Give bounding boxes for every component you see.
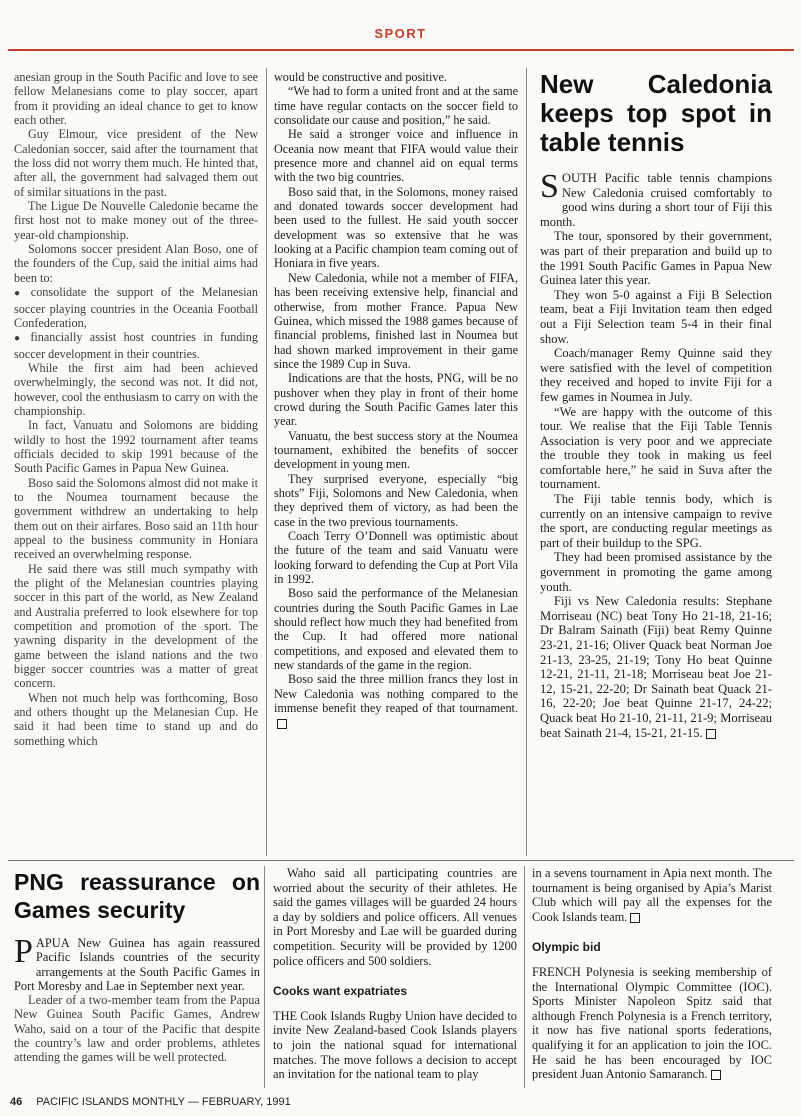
headline-png-security: PNG reassurance on Games security [14,869,260,923]
paragraph: When not much help was forthcoming, Boso and others thought up the Melanesian Cup. He said it had been time to stand up and do something which [14,690,258,748]
lead-text: New Guinea has again reassured Pacific Islands countries of the security arrangements at the South Pacific Games in Port Moresby and Lae in September next year. [14,936,260,993]
drop-cap: S [540,168,559,205]
bullet-item [14,330,258,361]
paragraph: Waho said all participating countries are worried about the security of their athletes. He said the games villages will be guarded 24 hours a day by soldiers and police officers. All venues in Port Moresby and Lae will be guarded during competition. Security will be provided by 1200 police officers and 500 soldiers. [273,866,517,968]
lead-caps: OUTH [561,171,597,185]
column-divider [266,68,267,856]
cooks-article [273,866,517,1082]
top-rule [8,49,794,51]
headline-table-tennis: New Caledonia keeps top spot in table tennis [540,69,772,157]
paragraph: Solomons soccer president Alan Boso, one of the founders of the Cup, said the initial aims had been to: [14,242,258,285]
soccer-article-col2 [274,70,518,730]
end-mark-icon [277,719,287,729]
bullet-text: financially assist host countries in funding soccer development in their countries. [14,330,258,361]
paragraph: The Fiji table tennis body, which is currently on an intensive campaign to revive the sport, are conducting regular meetings as part of their buildup to the SPG. [540,492,772,550]
paragraph: Indications are that the hosts, PNG, will be no pushover when they play in front of their home crowd during the South Pacific Games later this year. [274,371,518,429]
paragraph: “We are happy with the outcome of this tour. We realise that the Fiji Table Tennis Association is very poor and we appreciate the trouble they took in making us feel comfortable here,” he said in Suva after the tournament. [540,404,772,492]
table-tennis-article [540,70,772,740]
paragraph [532,965,772,1082]
paragraph: Leader of a two-member team from the Papua New Guinea South Pacific Games, Andrew Waho, said on a tour of the Pacific that despite the country’s law and order problems, athletes attending the games will be well protected. [14,993,260,1065]
paragraph-text: Boso said the three million francs they lost in New Caledonia was nothing compared to the immense benefit they reaped of that tournament. [274,672,518,716]
page-number: 46 [10,1096,23,1108]
paragraph [532,866,772,924]
paragraph: Coach/manager Remy Quinne said they were satisfied with the level of competition they received and hoped to invite Fiji for a few games in Noumea in July. [540,346,772,404]
paragraph: The Ligue De Nouvelle Caledonie became the first host not to make money out of the three-year-old championship. [14,199,258,242]
paragraph-text: in a sevens tournament in Apia next month. The tournament is being organised by Apia’s Marist Club which will pay all the expenses for the Cook Islands team. [532,866,772,924]
publication-line: PACIFIC ISLANDS MONTHLY — FEBRUARY, 1991 [36,1096,291,1108]
paragraph: Boso said that, in the Solomons, money raised and donated towards soccer development had been used to the fullest. He said youth soccer development was so extensive that he was looking at a Pacific champion team coming out of Honiara in five years. [274,184,518,271]
paragraph [274,672,518,729]
end-mark-icon [706,729,716,739]
results-text: Fiji vs New Caledonia results: Stephane Morriseau (NC) beat Tony Ho 21-18, 21-16; Dr Balram Sainath (Fiji) beat Remy Quinne 23-21, 21-16; Oliver Quack beat Norman Joe 21-13, 23-25, 21-19; Tony Ho beat Quinne 12-21, 21-11, 21-18; Morriseau beat Joe 21-12, 15-21, 22-20; Dr Sainath beat Quack 21-16, 22-20; Joe beat Quinne 21-17, 24-22; Quack beat Ho 21-10, 21-11, 21-9; Morriseau beat Sainath 21-4, 15-21, 21-15. [540,594,772,740]
paragraph: Boso said the Solomons almost did not make it to the Noumea tournament because the government withdrew an undertaking to help them out on their airfares. Boso said an 11th hour appeal to the business community in Honiara received an overwhelming response. [14,475,258,562]
paragraph: They won 5-0 against a Fiji B Selection team, beat a Fiji Invitation team then edged out a Fiji Selection team 5-4 in their final show. [540,287,772,346]
bullet-icon [14,330,30,344]
end-mark-icon [711,1070,721,1080]
paragraph: Vanuatu, the best success story at the Noumea tournament, exhibited the benefits of soccer development in young men. [274,428,518,472]
paragraph: would be constructive and positive. [274,70,447,84]
paragraph: He said there was still much sympathy with the plight of the Melanesian countries playing soccer in this part of the world, as New Zealand and Australia preferred to look elsewhere for top competition and promotion of the sport. The yawning disparity in the development of the game between the island nations and the two bigger soccer countries was a matter of great concern. [14,561,258,691]
column-divider [526,68,527,856]
column-divider [524,866,525,1088]
lead-paragraph [540,168,772,229]
section-divider [8,860,794,861]
paragraph [540,594,772,740]
column-divider [264,866,265,1088]
paragraph: THE Cook Islands Rugby Union have decided to invite New Zealand-based Cook Islands players to join the national squad for international matches. The move follows a decision to accept an invitation for the national team to play [273,1008,517,1082]
drop-cap: P [14,933,33,970]
section-label: SPORT [374,26,427,41]
paragraph: Guy Elmour, vice president of the New Caledonian soccer, said after the tournament that the loss did not worry them much. He hinted that, after all, the government had salvaged them out of similar situations in the past. [14,127,258,199]
paragraph: He said a stronger voice and influence in Oceania now meant that FIFA would value their presence more and channel aid on equal terms with the two big countries. [274,127,518,185]
page-footer [10,1096,291,1108]
paragraph: The tour, sponsored by their government, was part of their preparation and build up to the 1991 South Pacific Games in Papua New Guinea later this year. [540,229,772,288]
subhead-cooks: Cooks want expatriates [273,984,408,999]
paragraph: Boso said the performance of the Melanesian countries during the South Pacific Games in Lae should reflect how much they had benefited from the Cup. It had offered more national competitions, and exposed and elevated them to new standards of the game in the region. [274,586,518,673]
paragraph: They had been promised assistance by the government in promoting the game among youth. [540,550,772,594]
lead-caps: APUA [35,936,69,950]
paragraph: New Caledonia, while not a member of FIFA, has been receiving extensive help, financial and otherwise, from mother France. Papua New Guinea, which missed the 1988 games because of financial problems, finished last in Noumea but had shown marked improvement in their game since the 1989 Cup in Suva. [274,270,518,371]
paragraph-text: FRENCH Polynesia is seeking membership of the International Olympic Committee (IOC). Sports Minister Napoleon Spitz said that although French Polynesia is a French territory, it now has five national sports federations, qualifying it for an application to join the IOC. He said he has been encouraged by IOC president Juan Antonio Samaranch. [532,964,772,1082]
olympic-article [532,866,772,1082]
png-security-article [14,868,260,1065]
lead-text: Pacific table tennis champions New Caledonia cruised comfortably to good wins during a short tour of Fiji this month. [540,171,772,229]
bullet-item [14,285,258,330]
paragraph: In fact, Vanuatu and Solomons are bidding wildly to host the 1992 tournament after teams officials decided to skip 1991 because of the South Pacific Games in Papua New Guinea. [14,418,258,476]
paragraph: “We had to form a united front and at the same time have regular contacts on the soccer field to consolidate our cause and position,” he said. [274,84,518,128]
bullet-icon [14,285,31,299]
soccer-article-col1 [14,70,258,748]
bullet-text: consolidate the support of the Melanesian soccer playing countries in the Oceania Football Confederation, [14,285,258,330]
end-mark-icon [630,913,640,923]
paragraph: anesian group in the South Pacific and love to see fellow Melanesians come to play soccer, apart from it providing an ideal chance to get to know each other. [14,70,258,128]
subhead-olympic: Olympic bid [532,940,601,955]
paragraph: They surprised everyone, especially “big shots” Fiji, Solomons and New Caledonia, when they deprived them of victory, as had been the case in the two previous tournaments. [274,471,518,529]
paragraph: Coach Terry O’Donnell was optimistic about the future of the team and said Vanuatu were looking forward to defending the Cup at Port Vila in 1992. [274,529,518,587]
lead-paragraph [14,933,260,993]
paragraph: While the first aim had been achieved overwhelmingly, the second was not. It did not, however, cool the enthusiasm to carry on with the championship. [14,360,258,418]
